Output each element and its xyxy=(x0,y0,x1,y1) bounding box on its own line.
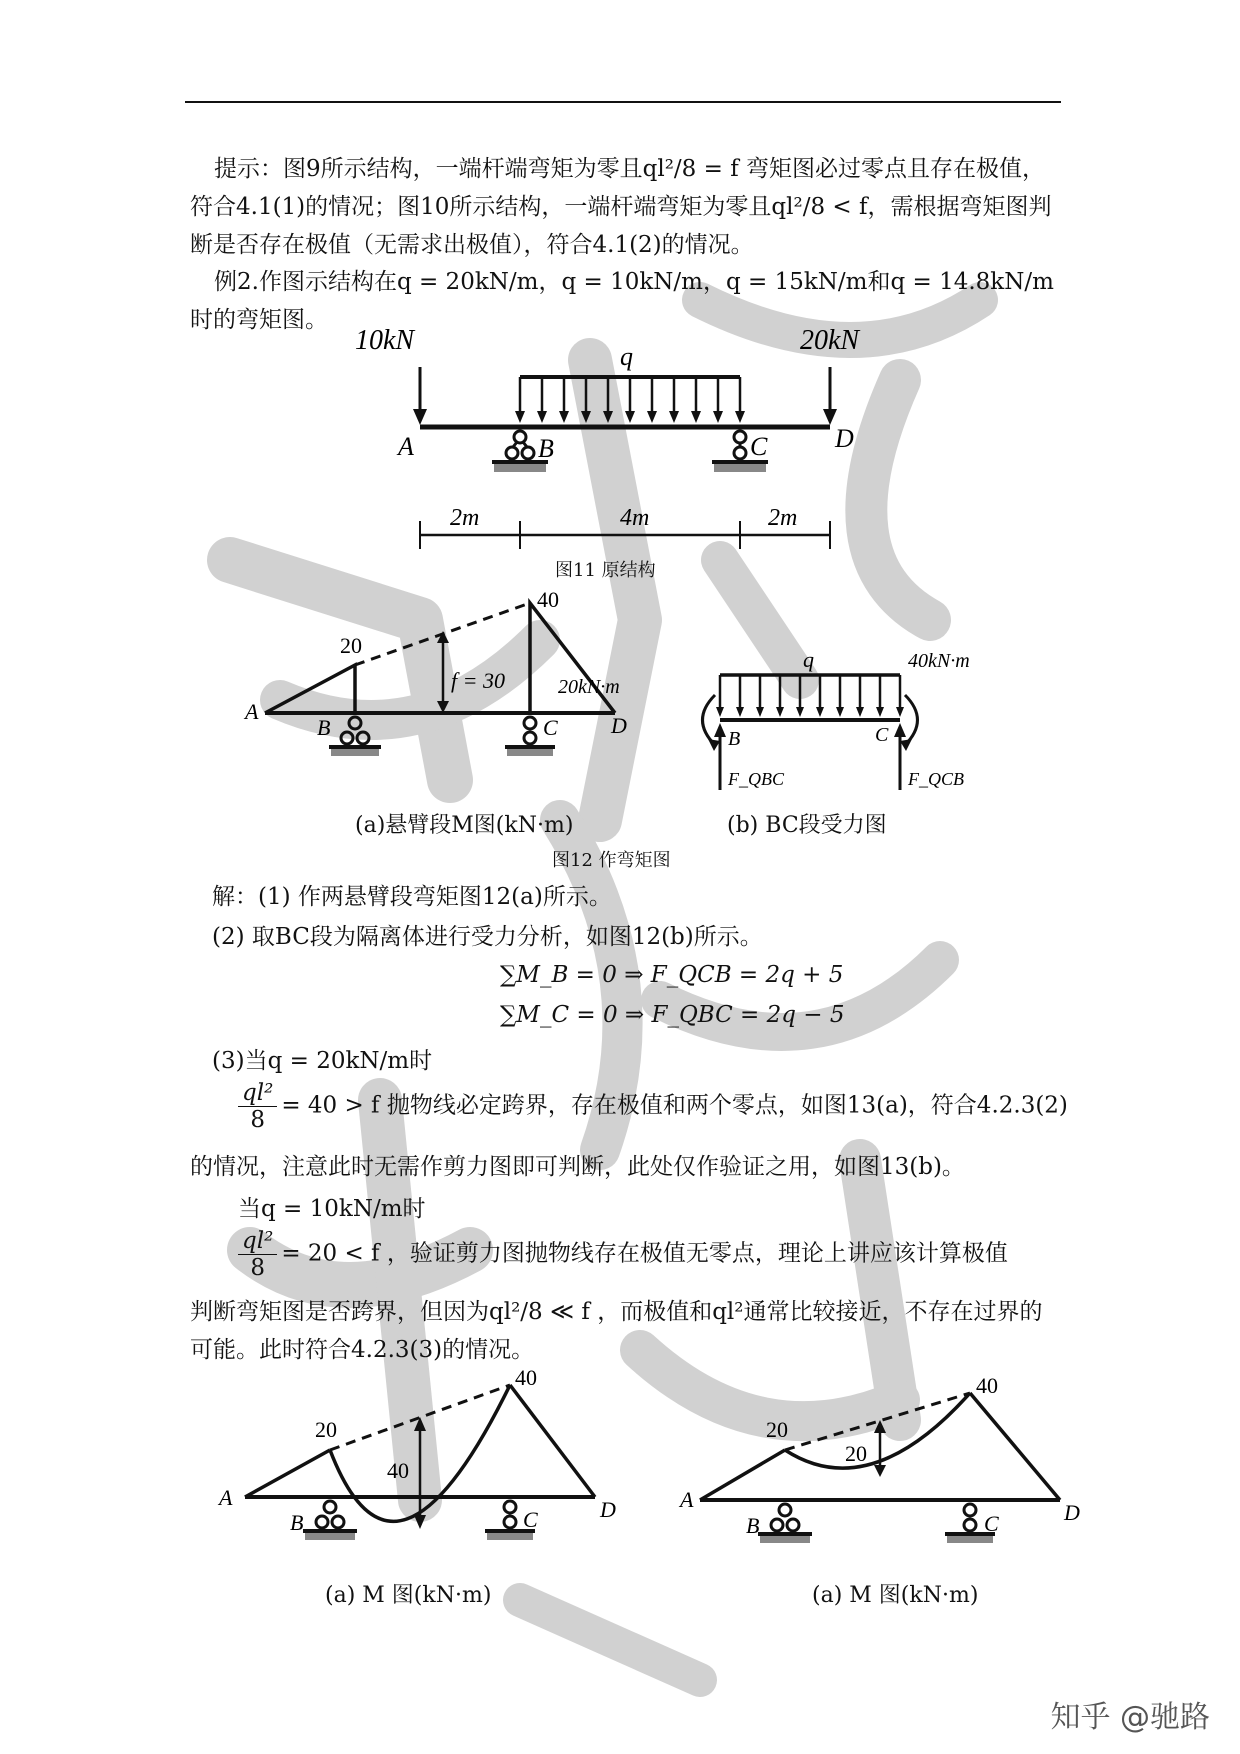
value-mid: 40 xyxy=(387,1458,409,1483)
figure-11 xyxy=(355,325,880,570)
moment-left xyxy=(265,665,355,713)
solution-step-4: 当q = 10kN/m时 xyxy=(238,1196,426,1222)
support-b xyxy=(303,1501,357,1531)
label-c: C xyxy=(984,1511,999,1536)
label-a: A xyxy=(219,1485,233,1510)
value-mid: 20 xyxy=(845,1441,867,1466)
solution-step-1: 解：(1) 作两悬臂段弯矩图12(a)所示。 xyxy=(212,884,612,910)
label-a: A xyxy=(680,1487,694,1512)
fraction xyxy=(238,1080,277,1133)
dim-2m-right: 2m xyxy=(768,505,798,531)
distributed-load xyxy=(720,675,900,713)
label-moment-left: 20kN·m xyxy=(558,676,620,698)
figure-12-caption: 图12 作弯矩图 xyxy=(552,850,671,871)
solution-step-3: (3)当q = 20kN/m时 xyxy=(212,1048,433,1074)
formula-line-a xyxy=(238,1080,1068,1133)
value-20: 20 xyxy=(340,633,362,658)
label-fqbc: F_QBC xyxy=(728,769,784,789)
equation-2: ∑M_C = 0 ⇒ F_QBC = 2q − 5 xyxy=(500,1002,845,1028)
example-paragraph: 例2.作图示结构在q = 20kN/m，q = 10kN/m，q = 15kN/m和q = 14.8kN/m时的弯矩图。 xyxy=(190,269,1054,333)
figure-11-caption: 图11 原结构 xyxy=(555,560,656,581)
support-b xyxy=(329,717,381,747)
value-40: 40 xyxy=(515,1365,537,1390)
label-b: B xyxy=(728,728,741,750)
formula-line-b xyxy=(238,1228,1008,1281)
paragraph-b2: 判断弯矩图是否跨界，但因为ql²/8 ≪ f ，而极值和ql²通常比较接近，不存在过界的可能。此时符合4.2.3(3)的情况。 xyxy=(190,1299,1043,1363)
label-20kn: 20kN xyxy=(800,325,860,356)
figure-13a xyxy=(215,1365,635,1565)
value-20: 20 xyxy=(766,1417,788,1442)
header-rule xyxy=(185,101,1061,103)
label-q: q xyxy=(620,342,633,371)
label-10kn: 10kN xyxy=(355,325,415,356)
value-40: 40 xyxy=(976,1373,998,1398)
fraction-denominator: 8 xyxy=(250,1107,265,1133)
figure-13b xyxy=(680,1365,1100,1565)
label-c: C xyxy=(523,1507,538,1532)
value-f: f = 30 xyxy=(451,668,505,693)
label-b: B xyxy=(290,1510,304,1535)
label-b: B xyxy=(746,1513,760,1538)
hint-paragraph: 提示：图9所示结构，一端杆端弯矩为零且ql²/8 = f 弯矩图必过零点且存在极值，符合4.1(1)的情况；图10所示结构，一端杆端弯矩为零且ql²/8 < f，需根据弯矩图判断是否存在极值（无需求出极值），符合4.1(2)的情况。 xyxy=(190,156,1052,258)
value-40: 40 xyxy=(537,587,559,612)
moment-arc-right xyxy=(905,695,918,745)
label-d: D xyxy=(600,1497,616,1522)
label-d: D xyxy=(1064,1500,1080,1525)
label-moment-right: 40kN·m xyxy=(908,650,970,672)
label-c: C xyxy=(875,724,889,746)
fraction xyxy=(238,1228,277,1281)
dim-4m: 4m xyxy=(620,505,650,531)
figure-12b xyxy=(558,645,970,795)
label-c: C xyxy=(750,432,768,461)
label-a: A xyxy=(245,699,259,724)
support-c-hatch xyxy=(714,464,766,472)
fraction-numerator: ql² xyxy=(238,1080,277,1107)
formula-text-b: = 20 < f ，验证剪力图抛物线存在极值无零点，理论上讲应该计算极值 xyxy=(281,1240,1008,1267)
label-d: D xyxy=(611,713,627,738)
formula-text-a: = 40 > f 抛物线必定跨界，存在极值和两个零点，如图13(a)，符合4.2.3(2) xyxy=(281,1092,1068,1119)
figure-12a-caption: (a)悬臂段M图(kN·m) xyxy=(355,813,574,838)
figure-13b-caption: (a) M 图(kN·m) xyxy=(812,1583,979,1608)
solution-step-2: (2) 取BC段为隔离体进行受力分析，如图12(b)所示。 xyxy=(212,924,763,950)
label-fqcb: F_QCB xyxy=(908,769,964,789)
dim-2m-left: 2m xyxy=(450,505,480,531)
label-b: B xyxy=(317,715,331,740)
support-b-hatch xyxy=(494,464,546,472)
fraction-numerator: ql² xyxy=(238,1228,277,1255)
footer-watermark: 知乎 @驰路 xyxy=(1050,1700,1210,1735)
support-b xyxy=(758,1504,812,1534)
fraction-denominator: 8 xyxy=(250,1255,265,1281)
moment-arc-left xyxy=(703,695,716,745)
label-c: C xyxy=(543,715,558,740)
value-20: 20 xyxy=(315,1417,337,1442)
figure-13a-caption: (a) M 图(kN·m) xyxy=(325,1583,492,1608)
label-a: A xyxy=(398,432,414,461)
label-b: B xyxy=(538,434,554,463)
figure-12b-caption: (b) BC段受力图 xyxy=(727,813,887,838)
paragraph-a2: 的情况，注意此时无需作剪力图即可判断，此处仅作验证之用，如图13(b)。 xyxy=(190,1154,965,1180)
label-d: D xyxy=(835,424,854,453)
equation-1: ∑M_B = 0 ⇒ F_QCB = 2q + 5 xyxy=(500,962,844,988)
label-q: q xyxy=(803,647,814,672)
